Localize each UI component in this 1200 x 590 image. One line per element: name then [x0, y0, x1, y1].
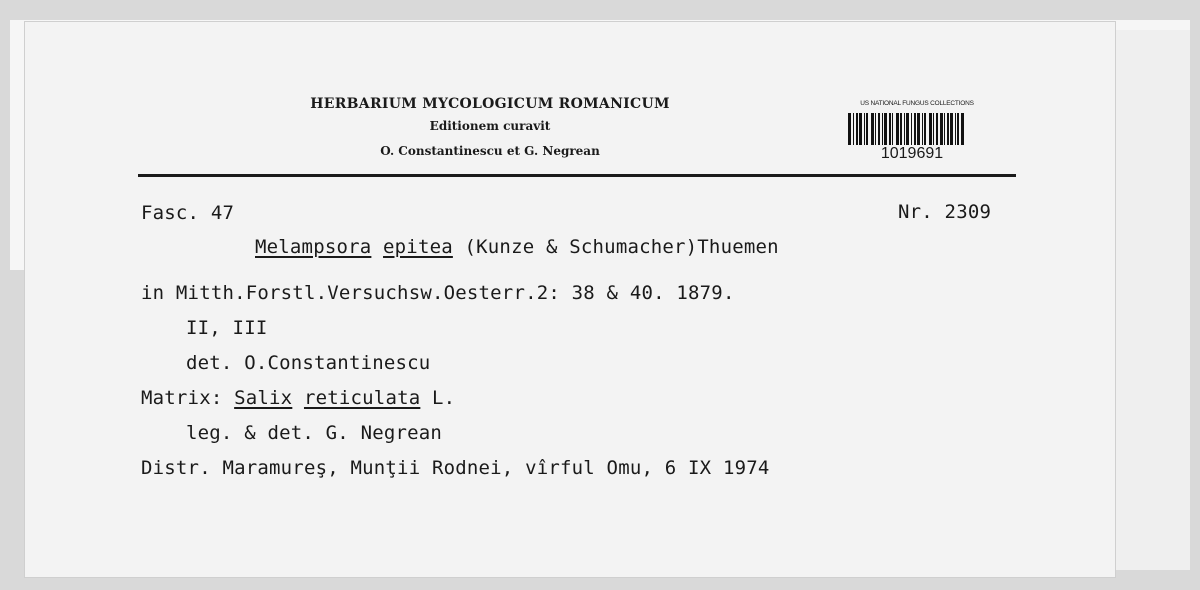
header-editors: O. Constantinescu et G. Negrean	[380, 144, 600, 158]
background-sheet-edge	[1110, 30, 1190, 570]
taxon-authority: (Kunze & Schumacher)Thuemen	[464, 236, 779, 258]
header-subtitle: Editionem curavit	[429, 119, 551, 133]
fascicle: Fasc. 47	[141, 202, 235, 224]
barcode-caption: US NATIONAL FUNGUS COLLECTIONS	[860, 100, 974, 107]
host-genus: Salix	[234, 387, 293, 409]
determiner: det. O.Constantinescu	[186, 352, 431, 374]
barcode-bars	[848, 113, 986, 145]
barcode	[842, 100, 992, 165]
collector: leg. & det. G. Negrean	[186, 422, 443, 444]
taxon-genus: Melampsora	[255, 236, 372, 258]
host-species: reticulata	[303, 387, 421, 409]
locality: Distr. Maramureş, Munţii Rodnei, vîrful Omu, 6 IX 1974	[141, 457, 770, 479]
barcode-number: 1019691	[880, 145, 944, 162]
exsiccata-number: Nr. 2309	[898, 201, 992, 223]
taxon-species: epitea	[383, 236, 453, 258]
publication: in Mitth.Forstl.Versuchsw.Oesterr.2: 38 & 40. 1879.	[141, 282, 735, 304]
spore-stages: II, III	[186, 317, 268, 339]
header-divider	[138, 174, 1016, 177]
host-authority: L.	[432, 387, 456, 409]
matrix-label: Matrix:	[141, 387, 223, 409]
host-matrix	[141, 387, 455, 409]
taxon-name	[255, 236, 779, 258]
header-title: HERBARIUM MYCOLOGICUM ROMANICUM	[310, 96, 670, 112]
